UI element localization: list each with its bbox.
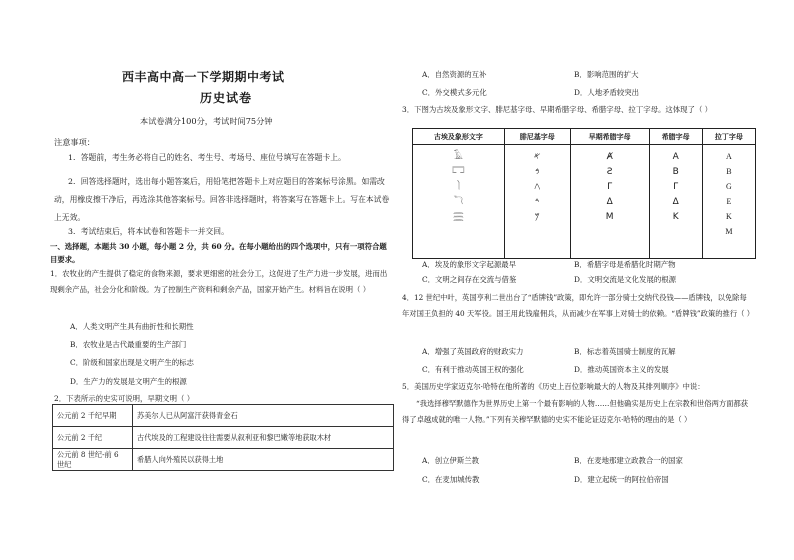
q2-option-c[interactable]: C．外交模式多元化 xyxy=(422,88,487,97)
hieroglyph-column xyxy=(413,145,505,259)
exam-info: 本试卷满分100分，考试时间75分钟 xyxy=(140,116,273,126)
glyph: Γ xyxy=(673,182,679,192)
q1-option-a[interactable]: A．人类文明产生具有曲折性和长期性 xyxy=(70,322,194,331)
glyph: Α xyxy=(672,152,679,162)
glyph: Β xyxy=(672,167,679,177)
glyph: Κ xyxy=(672,212,679,222)
question-1-stem: 1．农牧业的产生提供了稳定的食物来源，要求更细密的社会分工，这促进了生产力进一步发展，进而出现剩余产品，社会分化和阶级。为了控制生产资料和剩余产品，国家开始产生。材料旨在说明（ ） xyxy=(50,269,388,294)
glyph: A xyxy=(726,152,732,161)
glyph: M xyxy=(725,227,733,236)
glyph: 𐤌 xyxy=(534,212,540,222)
early-greek-column xyxy=(570,145,649,259)
q3-option-b[interactable]: B．希腊字母是希腊化时期产物 xyxy=(574,260,676,269)
glyph: B xyxy=(726,167,732,176)
phoenician-column xyxy=(504,145,570,259)
glyph: 𐤃 xyxy=(534,197,540,207)
table-cell-period: 公元前 2 千纪 xyxy=(53,427,133,449)
glyph: Ƨ xyxy=(606,167,613,177)
question-5-quote: “我选择穆罕默德作为世界历史上第一个最有影响的人物……但他确实是历史上在宗教和世俗两方面都获得了卓越成就的唯一人物。”下列有关穆罕默德的史实不能论证迈克尔·哈特的理由的是（ ） xyxy=(402,399,749,424)
glyph: 𓄿 xyxy=(453,152,463,162)
column-header: 拉丁字母 xyxy=(702,129,755,145)
greek-column xyxy=(649,145,702,259)
glyph: 𐤂 xyxy=(534,182,541,192)
table-row xyxy=(53,449,394,471)
glyph: 𐤀 xyxy=(533,152,541,162)
column-header: 早期希腊字母 xyxy=(570,129,649,145)
q3-script-table xyxy=(412,128,756,259)
notice-heading: 注意事项： xyxy=(54,137,95,147)
glyph: K xyxy=(726,212,732,221)
page-subtitle: 历史试卷 xyxy=(200,91,253,105)
page-title: 西丰高中高一下学期期中考试 xyxy=(122,70,285,84)
table-cell-period: 公元前 2 千纪早期 xyxy=(53,405,133,427)
q4-option-b[interactable]: B．标志着英国骑士制度的瓦解 xyxy=(574,347,676,356)
q1-option-c[interactable]: C．阶级和国家出现是文明产生的标志 xyxy=(70,358,194,367)
q5-option-b[interactable]: B．在麦地那建立政教合一的国家 xyxy=(574,456,683,465)
glyph: E xyxy=(726,197,732,206)
section-heading: 一、选择题，本题共 30 小题，每小题 2 分，共 60 分。在每小题给出的四个选项中，只有一项符合题目要求。 xyxy=(50,242,387,264)
glyph: Ⱥ xyxy=(606,152,613,162)
glyph: 𓉐 xyxy=(452,167,465,177)
question-5-stem: 5．美国历史学家迈克尔·哈特在他所著的《历史上百位影响最大的人物及其排列顺序》中说： xyxy=(402,382,705,391)
q4-option-c[interactable]: C．有利于推动英国王权的强化 xyxy=(422,365,524,374)
column-header: 希腊字母 xyxy=(649,129,702,145)
glyph: Δ xyxy=(672,197,679,207)
q2-option-a[interactable]: A．自然资源的互补 xyxy=(422,70,487,79)
notice-item: 2．回答选择题时，选出每小题答案后，用铅笔把答题卡上对应题目的答案标号涂黑。如需改动，用橡皮擦干净后，再选涂其他答案标号。回答非选择题时，将答案写在答题卡上。写在本试卷上无效。 xyxy=(54,177,390,222)
glyph: 𓈗 xyxy=(452,212,464,222)
latin-column xyxy=(702,145,755,259)
table-row xyxy=(413,145,756,259)
question-4-stem: 4．12 世纪中叶，英国亨利二世出台了“盾牌钱”政策，即允许一部分骑士交纳代役钱——盾牌钱，以免除每年对国王负担的 40 天军役。国王用此钱雇佣兵，从而减少在军事上对骑士的依赖。“盾牌钱”政策的推行（ ） xyxy=(402,293,755,318)
glyph: G xyxy=(726,182,732,191)
column-header: 古埃及象形文字 xyxy=(413,129,505,145)
glyph: Γ xyxy=(607,182,613,192)
question-2-stem: 2．下表所示的史实可说明，早期文明（ ） xyxy=(54,394,195,403)
notice-item: 1．答题前，考生务必将自己的姓名、考生号、考场号、座位号填写在答题卡上。 xyxy=(68,153,346,162)
question-3-stem: 3．下图为古埃及象形文字、腓尼基字母、早期希腊字母、希腊字母、拉丁字母。这体现了（ ） xyxy=(402,105,713,114)
q3-option-a[interactable]: A．埃及的象形文字起源最早 xyxy=(422,260,517,269)
table-cell-period: 公元前 8 世纪-前 6 世纪 xyxy=(53,449,133,471)
q3-option-c[interactable]: C．文明之间存在交流与借鉴 xyxy=(422,275,517,284)
table-header-row xyxy=(413,129,756,145)
column-header: 腓尼基字母 xyxy=(504,129,570,145)
table-cell-event: 古代埃及的工程建设往往需要从叙利亚和黎巴嫩等地获取木材 xyxy=(133,427,394,449)
q3-option-d[interactable]: D．文明交流是文化发展的根源 xyxy=(574,275,677,284)
q1-option-d[interactable]: D．生产力的发展是文明产生的根源 xyxy=(70,377,187,386)
q2-option-d[interactable]: D．人地矛盾较突出 xyxy=(574,88,640,97)
glyph: 𓆓 xyxy=(453,197,464,207)
table-row xyxy=(53,405,394,427)
q5-option-d[interactable]: D．建立起统一的阿拉伯帝国 xyxy=(574,475,669,484)
glyph: 𐤁 xyxy=(535,167,540,177)
table-row xyxy=(53,427,394,449)
q1-option-b[interactable]: B．农牧业是古代最重要的生产部门 xyxy=(70,340,187,349)
q4-option-d[interactable]: D．推动英国资本主义的发展 xyxy=(574,365,669,374)
table-cell-event: 苏美尔人已从阿富汗获得青金石 xyxy=(133,405,394,427)
q4-option-a[interactable]: A．增强了英国政府的财政实力 xyxy=(422,347,524,356)
notice-item: 3．考试结束后，将本试卷和答题卡一并交回。 xyxy=(68,227,229,236)
q5-option-a[interactable]: A．创立伊斯兰教 xyxy=(422,456,480,465)
glyph: Μ xyxy=(605,212,614,222)
q2-option-b[interactable]: B．影响范围的扩大 xyxy=(574,70,639,79)
q2-history-table xyxy=(52,404,394,471)
glyph: Δ xyxy=(606,197,613,207)
table-cell-event: 希腊人向外殖民以获得土地 xyxy=(133,449,394,471)
glyph: 𓌙 xyxy=(456,182,460,192)
q5-option-c[interactable]: C．在麦加城传教 xyxy=(422,475,480,484)
